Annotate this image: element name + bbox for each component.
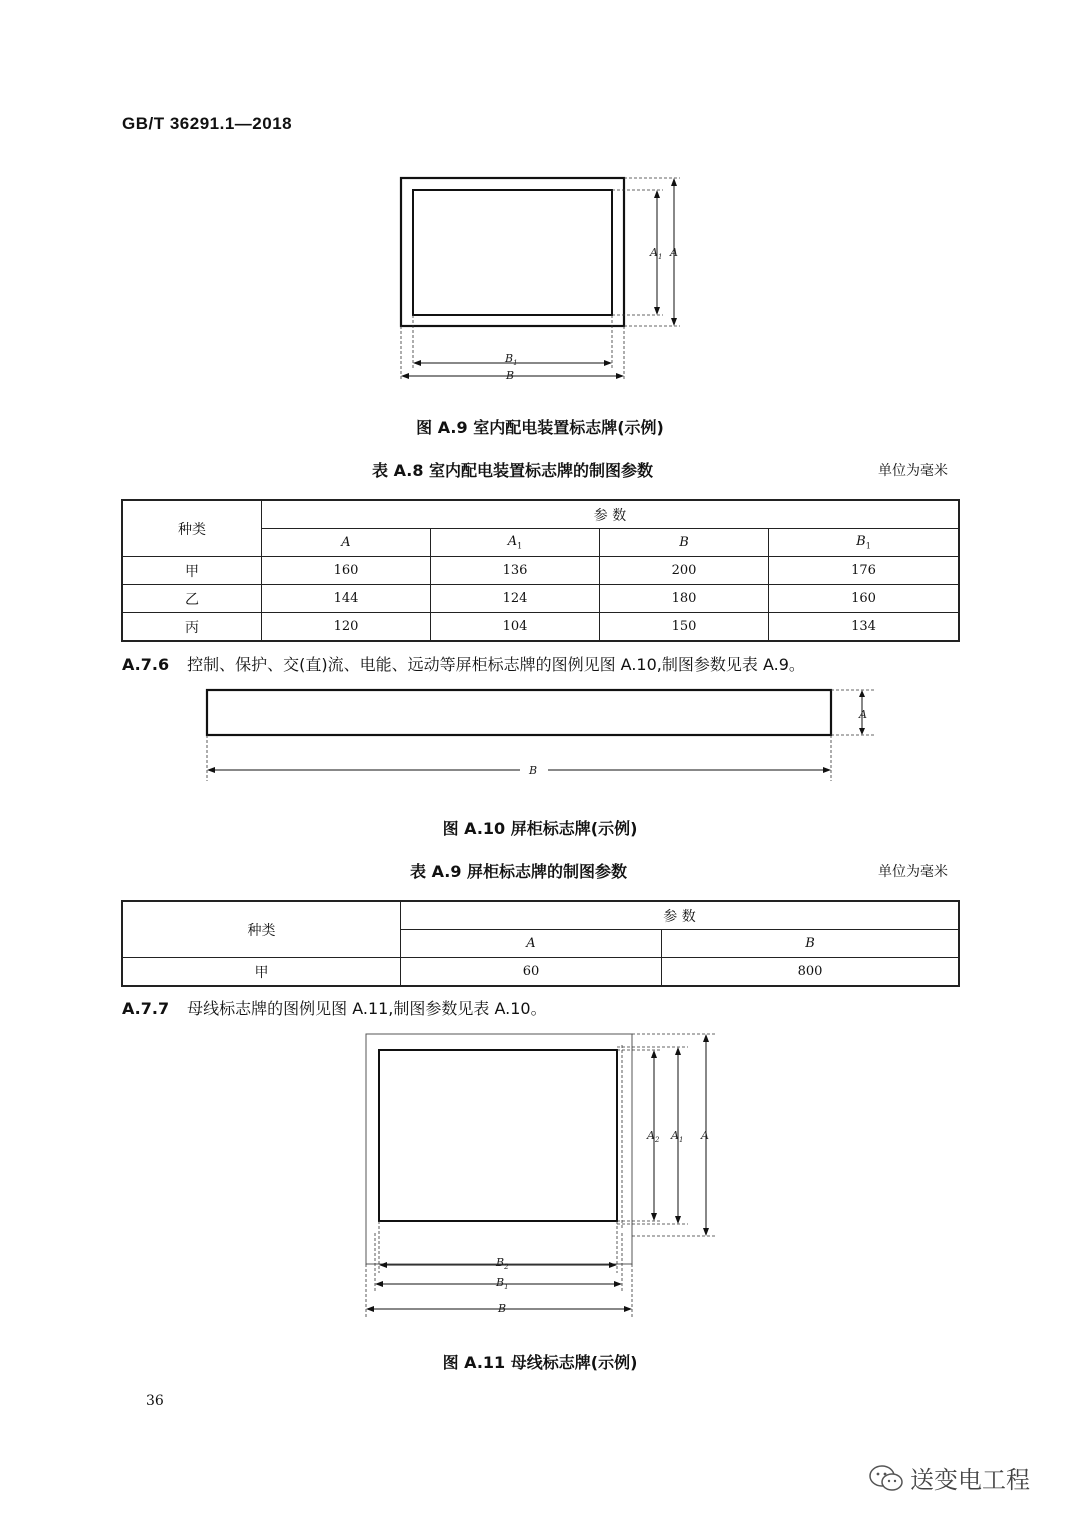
figure-a10-caption: 图 A.10 屏柜标志牌(示例) (442, 819, 638, 838)
cell: 150 (600, 613, 769, 642)
clause-text: 控制、保护、交(直)流、电能、远动等屏柜标志牌的图例见图 A.10,制图参数见表 A.9。 (187, 655, 805, 674)
dim-label-a1: $A_1$ (671, 1129, 684, 1144)
dim-label-b: B (529, 764, 538, 777)
dim-label-b2: $B_2$ (496, 1256, 509, 1271)
header-kind: 种类 (122, 901, 401, 958)
cell: 60 (401, 958, 662, 987)
dim-label-a: A (701, 1129, 709, 1142)
table-row (122, 585, 959, 613)
cell: 104 (431, 613, 600, 642)
wechat-icon (868, 1463, 904, 1493)
table-a8 (121, 499, 960, 642)
outer-plate (401, 178, 624, 326)
inner-frame (379, 1050, 617, 1221)
table-a9-unit: 单位为毫米 (878, 864, 948, 880)
dim-label-a2: $A_2$ (647, 1129, 660, 1144)
cell: 180 (600, 585, 769, 613)
clause-text: 母线标志牌的图例见图 A.11,制图参数见表 A.10。 (187, 999, 547, 1018)
table-a8-title: 表 A.8 室内配电装置标志牌的制图参数 (372, 461, 654, 480)
row-kind: 乙 (122, 585, 262, 613)
table-a9-title: 表 A.9 屏柜标志牌的制图参数 (410, 862, 628, 881)
header-params: 参 数 (262, 500, 960, 529)
cell: 134 (769, 613, 960, 642)
cell: 176 (769, 557, 960, 585)
inner-frame (413, 190, 612, 315)
header-params: 参 数 (401, 901, 960, 930)
table-a9 (121, 900, 960, 987)
dim-label-b: B (506, 369, 515, 382)
cell: 160 (769, 585, 960, 613)
dim-label-a: A (670, 246, 678, 259)
cell: 200 (600, 557, 769, 585)
cell: 124 (431, 585, 600, 613)
table-row (122, 613, 959, 642)
col-header: A (262, 529, 431, 557)
col-header: A (401, 930, 662, 958)
watermark-text: 送变电工程 (910, 1466, 1030, 1494)
col-header: B (600, 529, 769, 557)
row-kind: 甲 (122, 958, 401, 987)
clause-number: A.7.7 (122, 999, 170, 1018)
dim-label-b1: $B_1$ (505, 352, 518, 367)
row-kind: 丙 (122, 613, 262, 642)
dim-label-a: A (859, 708, 867, 721)
page-number: 36 (146, 1393, 164, 1409)
table-row (122, 958, 959, 987)
figure-a11-diagram (360, 1028, 720, 1320)
watermark (868, 1460, 1030, 1495)
clause-a76 (122, 652, 805, 675)
col-header: $B_1$ (769, 529, 960, 557)
figure-a9-diagram (395, 170, 695, 385)
clause-a77 (122, 996, 547, 1019)
cell: 144 (262, 585, 431, 613)
cabinet-plate (207, 690, 831, 735)
figure-a11-caption: 图 A.11 母线标志牌(示例) (442, 1353, 638, 1372)
cell: 800 (662, 958, 960, 987)
col-header: B (662, 930, 960, 958)
figure-a10-diagram (200, 685, 890, 785)
outer-plate (366, 1034, 632, 1264)
figure-a9-caption: 图 A.9 室内配电装置标志牌(示例) (416, 418, 664, 437)
cell: 160 (262, 557, 431, 585)
table-a8-unit: 单位为毫米 (878, 463, 948, 479)
table-row (122, 557, 959, 585)
row-kind: 甲 (122, 557, 262, 585)
clause-number: A.7.6 (122, 655, 170, 674)
standard-number: GB/T 36291.1—2018 (122, 114, 293, 133)
dim-label-a1: $A_1$ (650, 246, 663, 261)
cell: 136 (431, 557, 600, 585)
cell: 120 (262, 613, 431, 642)
dim-label-b: B (498, 1302, 507, 1315)
col-header: $A_1$ (431, 529, 600, 557)
dim-label-b1: $B_1$ (496, 1276, 509, 1291)
header-kind: 种类 (122, 500, 262, 557)
